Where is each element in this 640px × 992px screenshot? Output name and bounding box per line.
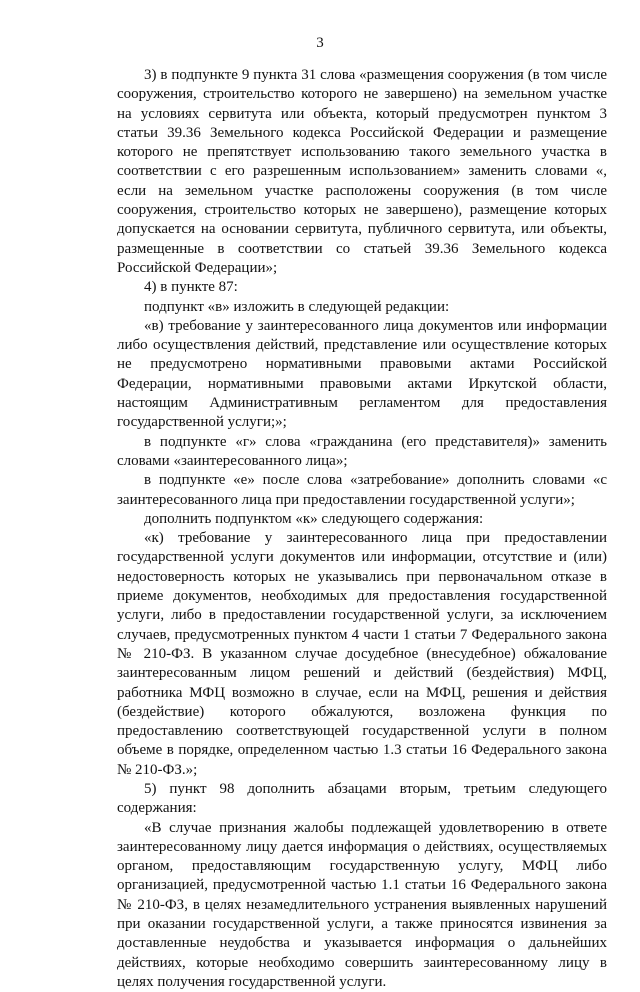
paragraph-subitem-g: в подпункте «г» слова «гражданина (его представителя)» заменить словами «заинтересованного лица»; (117, 433, 607, 469)
paragraph-subitem-k-text: «к) требование у заинтересованного лица при предоставлении государственной услуги документов или информации, отсутствие и (или) недостоверность которых не указывались при первоначальном отказе в приеме документов, необходимых для предоставления государственной услуги, либо в предоставлении государственной услуги, за исключением случаев, предусмотренных пунктом 4 части 1 статьи 7 Федерального закона № 210-ФЗ. В указанном случае досудебное (внесудебное) обжалование заинтересованным лицом решений и действий (бездействия) МФЦ, работника МФЦ возможно в случае, если на МФЦ, решения и действия (бездействие) которого обжалуются, возложена функция по предоставлению соответствующей государственной услуги в полном объеме в порядке, определенном частью 1.3 статьи 16 Федерального закона № 210-ФЗ.»; (117, 530, 607, 778)
paragraph-item-5: 5) пункт 98 дополнить абзацами вторым, третьим следующего содержания: (117, 780, 607, 817)
paragraph-subitem-e: в подпункте «е» после слова «затребование» дополнить словами «с заинтересованного лица при предоставлении государственной услуги»; (117, 472, 607, 508)
document-body (117, 66, 607, 992)
paragraph-subitem-k-intro: дополнить подпунктом «к» следующего содержания: (144, 510, 484, 527)
page-number: 3 (316, 35, 324, 51)
paragraph-subitem-v-text: «в) требование у заинтересованного лица документов или информации либо осуществления действий, представление или осуществление которых не предусмотрено нормативными правовыми актами Российской Федерации, нормативными правовыми актами Иркутской области, настоящим Административным регламентом для предоставления государственной услуги;»; (117, 317, 607, 431)
paragraph-item-3: 3) в подпункте 9 пункта 31 слова «размещения сооружения (в том числе сооружения, строительство которого не завершено) на земельном участке на условиях сервитута или объекта, который предусмотрен пунктом 3 статьи 39.36 Земельного кодекса Российской Федерации и размещение которого не препятствует использованию такого земельного участка в соответствии с его разрешенным использованием» заменить словами «, если на земельном участке расположены сооружения (в том числе сооружения, строительство которых не завершено), размещение которых допускается на основании сервитута, публичного сервитута, или объекты, размещенные в соответствии со статьей 39.36 Земельного кодекса Российской Федерации»; (117, 67, 607, 276)
paragraph-item-5-text: «В случае признания жалобы подлежащей удовлетворению в ответе заинтересованному лицу дается информация о действиях, осуществляемых органом, предоставляющим государственную услугу, МФЦ либо организацией, предусмотренной частью 1.1 статьи 16 Федерального закона № 210-ФЗ, в целях незамедлительного устранения выявленных нарушений при оказании государственной услуги, а также приносятся извинения за доставленные неудобства и указывается информация о дальнейших действиях, которые необходимо совершить заинтересованному лицу в целях получения государственной услуги. (117, 819, 607, 990)
paragraph-subitem-v-intro: подпункт «в» изложить в следующей редакции: (144, 298, 450, 315)
paragraph-item-4: 4) в пункте 87: (144, 279, 238, 296)
